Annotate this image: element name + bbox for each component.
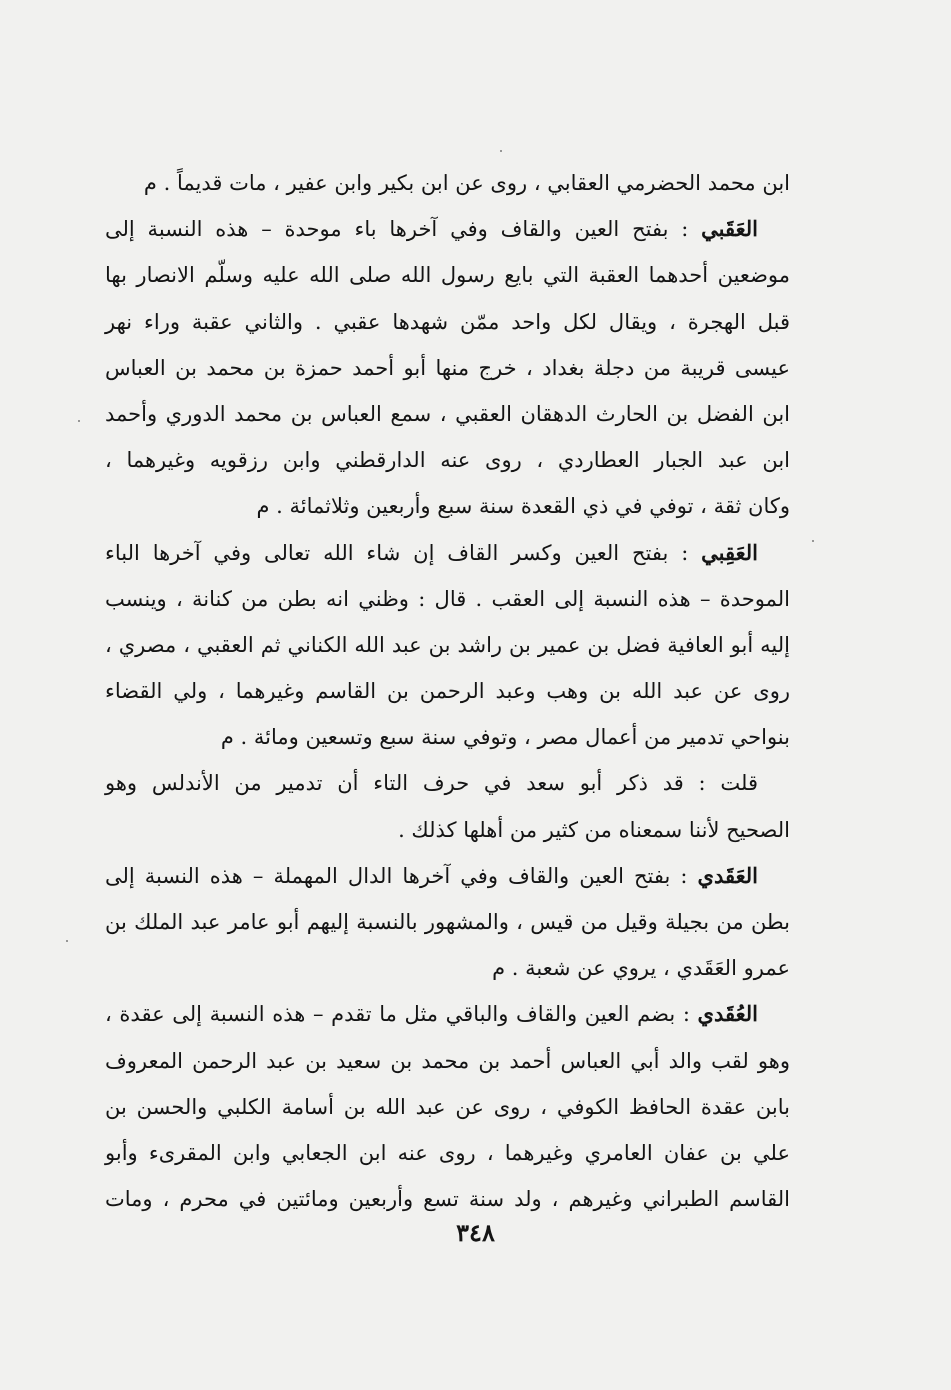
text-line <box>105 1084 790 1130</box>
line-text: إليه أبو العافية فضل بن عمير بن راشد بن عبد الله الكناني ثم العقبي ، مصري ، <box>105 632 790 657</box>
line-text: موضعين أحدهما العقبة التي بايع رسول الله صلى الله عليه وسلّم الانصار بها <box>105 263 790 288</box>
line-text: : بفتح العين وكسر القاف إن شاء الله تعالى وفي آخرها الباء <box>105 540 702 565</box>
line-text: روى عن عبد الله بن وهب وعبد الرحمن بن القاسم وغيرهما ، ولي القضاء <box>105 679 790 704</box>
line-text: عيسى قريبة من دجلة بغداد ، خرج منها أبو أحمد حمزة بن محمد بن العباس <box>105 355 790 380</box>
entry-headword: العَقَدي <box>697 862 758 888</box>
text-line <box>105 899 790 945</box>
text-line <box>105 1176 790 1222</box>
text-line <box>105 807 790 853</box>
line-text: الصحيح لأننا سمعناه من كثير من أهلها كذلك . <box>398 817 790 842</box>
line-text: علي بن عفان العامري وغيرهما ، روى عنه ابن الجعابي وابن المقرىء وأبو <box>105 1140 790 1165</box>
scan-speck <box>66 940 68 942</box>
text-line <box>105 1130 790 1176</box>
body-text <box>105 160 790 1222</box>
text-line <box>105 714 790 760</box>
text-line <box>105 483 790 529</box>
text-line <box>105 668 790 714</box>
text-line <box>105 206 790 252</box>
line-text: ابن الفضل بن الحارث الدهقان العقبي ، سمع العباس بن محمد الدوري وأحمد <box>105 401 790 426</box>
text-line <box>105 160 790 206</box>
line-text: عمرو العَقَدي ، يروي عن شعبة . م <box>492 956 790 981</box>
line-text: ابن عبد الجبار العطاردي ، روى عنه الدارقطني وابن رزقويه وغيرهما ، <box>105 448 790 473</box>
entry-headword: العَقَبي <box>701 216 758 242</box>
line-text: القاسم الطبراني وغيرهم ، ولد سنة تسع وأربعين ومائتين في محرم ، ومات <box>105 1187 790 1212</box>
line-text: بطن من بجيلة وقيل من قيس ، والمشهور بالنسبة إليهم أبو عامر عبد الملك بن <box>105 910 790 934</box>
entry-headword: العُقَدي <box>697 1001 758 1027</box>
text-line <box>105 622 790 668</box>
text-line <box>105 945 790 991</box>
line-text: وهو لقب والد أبي العباس أحمد بن محمد بن سعيد بن عبد الرحمن المعروف <box>105 1048 790 1073</box>
line-text: بابن عقدة الحافظ الكوفي ، روى عن عبد الله بن أسامة الكلبي والحسن بن <box>105 1094 790 1119</box>
text-line <box>105 299 790 345</box>
text-line <box>105 576 790 622</box>
line-text: قلت : قد ذكر أبو سعد في حرف التاء أن تدمير من الأندلس وهو <box>105 771 758 796</box>
line-text: ابن محمد الحضرمي العقابي ، روى عن ابن بكير وابن عفير ، مات قديماً . م <box>143 171 790 195</box>
line-text: : بفتح العين والقاف وفي آخرها باء موحدة – هذه النسبة إلى <box>105 217 702 242</box>
text-line <box>105 530 790 576</box>
text-line <box>105 252 790 298</box>
text-line <box>105 345 790 391</box>
scan-speck <box>500 150 502 152</box>
entry-headword: العَقِبي <box>701 539 758 565</box>
text-line <box>105 991 790 1037</box>
text-line <box>105 391 790 437</box>
line-text: : بضم العين والقاف والباقي مثل ما تقدم – هذه النسبة إلى عقدة ، <box>105 1002 698 1027</box>
line-text: بنواحي تدمير من أعمال مصر ، وتوفي سنة سبع وتسعين ومائة . م <box>220 725 790 750</box>
scan-speck <box>78 420 80 422</box>
line-text: وكان ثقة ، توفي في ذي القعدة سنة سبع وأربعين وثلاثمائة . م <box>256 494 790 519</box>
scan-speck <box>812 540 814 542</box>
text-line <box>105 437 790 483</box>
text-line <box>105 1038 790 1084</box>
page-number: ٣٤٨ <box>456 1218 495 1247</box>
line-text: الموحدة – هذه النسبة إلى العقب . قال : وظني انه بطن من كنانة ، وينسب <box>105 586 790 611</box>
line-text: : بفتح العين والقاف وفي آخرها الدال المهملة – هذه النسبة إلى <box>105 863 698 888</box>
text-line <box>105 853 790 899</box>
text-line <box>105 760 790 806</box>
line-text: قبل الهجرة ، ويقال لكل واحد ممّن شهدها عقبي . والثاني عقبة وراء نهر <box>105 309 790 334</box>
